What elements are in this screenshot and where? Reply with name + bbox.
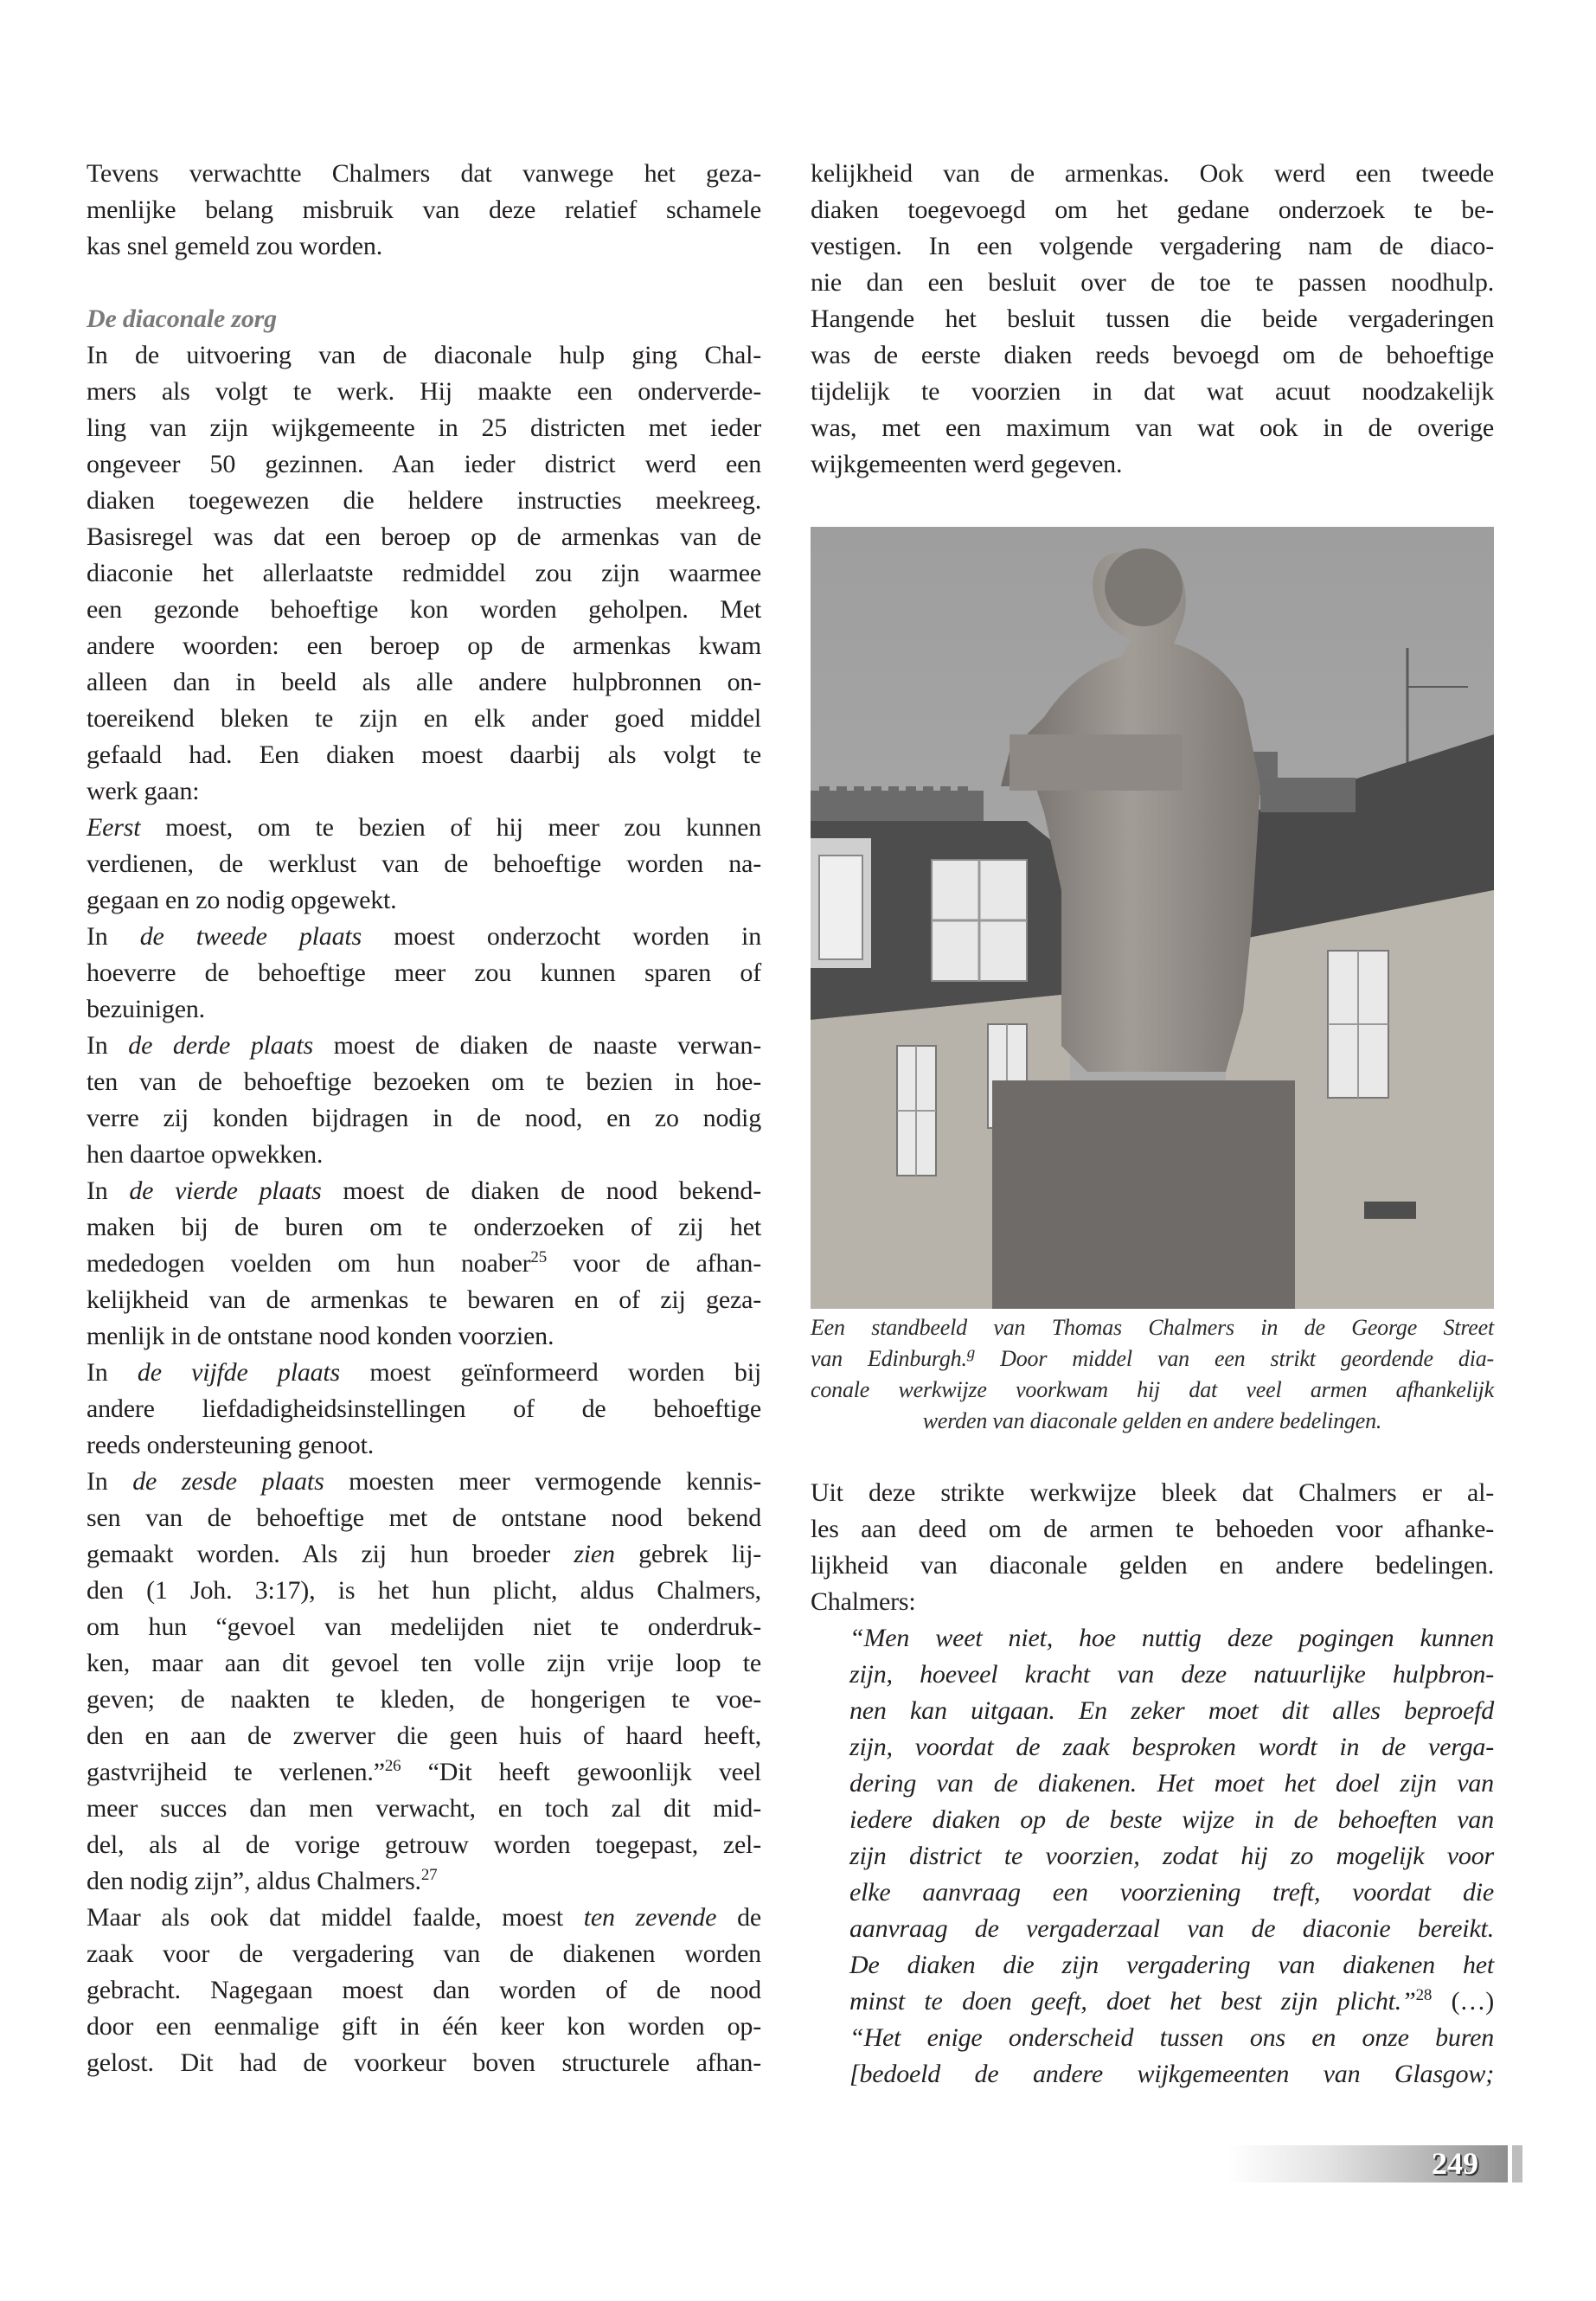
- text-segment: lijkheid van diaconale gelden en andere bedelingen.: [811, 1551, 1494, 1580]
- body-text-right: [811, 1475, 1494, 1620]
- text-segment: den en aan de zwerver die geen huis of haard heeft,: [87, 1721, 761, 1750]
- text-segment: moest geïnformeerd worden bij: [340, 1358, 761, 1387]
- text-line: [811, 446, 1494, 483]
- text-line: [87, 628, 761, 664]
- text-line: [87, 1282, 761, 1318]
- text-segment: gebracht. Nagegaan moest dan worden of de nood: [87, 1976, 761, 2004]
- text-segment: den nodig zijn”, aldus Chalmers.: [87, 1867, 421, 1895]
- text-segment: gelost. Dit had de voorkeur boven structurele afhan-: [87, 2048, 761, 2077]
- text-line: [87, 1972, 761, 2009]
- text-line: [87, 1500, 761, 1536]
- text-segment: andere liefdadigheidsinstellingen of de behoeftige: [87, 1394, 761, 1423]
- text-segment: verdienen, de werklust van de behoeftige worden na-: [87, 849, 761, 878]
- emphasis-text: de zesde plaats: [132, 1467, 324, 1496]
- text-segment: ling van zijn wijkgemeente in 25 districten met ieder: [87, 413, 761, 442]
- text-line: [811, 1911, 1494, 1947]
- text-line: [87, 846, 761, 882]
- text-segment: Chalmers:: [811, 1587, 916, 1616]
- text-line: [87, 1427, 761, 1464]
- text-line: menlijke belang misbruik van deze relatief schamele: [87, 195, 761, 224]
- text-segment: meer succes dan men verwacht, en toch zal dit mid-: [87, 1794, 761, 1823]
- text-line: [87, 2009, 761, 2045]
- text-segment: ten van de behoeftige bezoeken om te bezien in hoe-: [87, 1067, 761, 1096]
- text-segment: diaconie het allerlaatste redmiddel zou zijn waarmee: [87, 559, 761, 587]
- text-segment: een gezonde behoeftige kon worden geholpen. Met: [87, 595, 761, 624]
- statue-illustration: [811, 527, 1494, 1309]
- text-line: [87, 919, 761, 955]
- text-segment: wijkgemeenten werd gegeven.: [811, 450, 1123, 478]
- text-line: [811, 1657, 1494, 1693]
- statue-photo: [811, 527, 1494, 1309]
- text-segment: De diaken die zijn vergadering van diakenen het: [849, 1951, 1494, 1979]
- text-line: [811, 156, 1494, 192]
- text-segment: tijdelijk te voorzien in dat wat acuut noodzakelijk: [811, 377, 1494, 406]
- text-line: [87, 737, 761, 773]
- text-line: [87, 1173, 761, 1209]
- text-segment: toereikend bleken te zijn en elk ander goed middel: [87, 704, 761, 733]
- text-line: [811, 1375, 1494, 1406]
- text-segment: In: [87, 1176, 130, 1205]
- text-line: [811, 1620, 1494, 1657]
- text-segment: [bedoeld de andere wijkgemeenten van Glasgow;: [849, 2060, 1494, 2088]
- text-line: [87, 592, 761, 628]
- text-segment: del, als al de vorige getrouw worden toegepast, zel-: [87, 1830, 761, 1859]
- footnote-ref: 25: [530, 1248, 548, 1266]
- emphasis-text: de derde plaats: [128, 1031, 313, 1060]
- text-line: [87, 555, 761, 592]
- text-line: [811, 374, 1494, 410]
- text-segment: maken bij de buren om te onderzoeken of zij het: [87, 1213, 761, 1241]
- text-line: [87, 1137, 761, 1173]
- text-segment: iedere diaken op de beste wijze in de behoeften van: [849, 1805, 1494, 1834]
- text-segment: andere woorden: een beroep op de armenkas kwam: [87, 631, 761, 660]
- text-line: [811, 1312, 1494, 1343]
- text-line: [811, 301, 1494, 337]
- text-segment: moest onderzocht worden in: [362, 922, 761, 951]
- text-line: [811, 2056, 1494, 2093]
- text-line: [87, 1100, 761, 1137]
- text-line: [87, 1391, 761, 1427]
- text-line: [87, 1246, 761, 1282]
- text-segment: diaken toegewezen die heldere instructies meekreeg.: [87, 486, 761, 515]
- text-line: [811, 1766, 1494, 1802]
- text-line: [87, 519, 761, 555]
- text-segment: Uit deze strikte werkwijze bleek dat Chalmers er al-: [811, 1478, 1494, 1507]
- text-line: [87, 1209, 761, 1246]
- text-line: [87, 1536, 761, 1573]
- text-segment: dering van de diakenen. Het moet het doel zijn van: [849, 1769, 1494, 1798]
- text-segment: In: [87, 1467, 133, 1496]
- text-segment: gebrek lij-: [614, 1540, 761, 1568]
- continued-paragraph: [811, 156, 1494, 483]
- section-heading: De diaconale zorg: [87, 304, 277, 333]
- text-segment: nen kan uitgaan. En zeker moet dit alles beproefd: [849, 1696, 1494, 1725]
- text-line: [811, 1693, 1494, 1729]
- text-segment: voor de afhan-: [547, 1249, 761, 1278]
- text-segment: minst te doen geeft, doet het best zijn plicht.”: [849, 1987, 1416, 2016]
- text-segment: kelijkheid van de armenkas te bewaren en of zij geza-: [87, 1285, 761, 1314]
- text-line: [87, 1645, 761, 1682]
- text-line: [87, 1682, 761, 1718]
- text-line: [811, 228, 1494, 265]
- text-segment: nie dan een besluit over de toe te passen noodhulp.: [811, 268, 1494, 297]
- text-line: Tevens verwachtte Chalmers dat vanwege het geza-: [87, 159, 761, 188]
- footnote-ref: 28: [1415, 1986, 1433, 2004]
- text-line: [811, 337, 1494, 374]
- right-column: [811, 156, 1494, 483]
- text-segment: zijn district te voorzien, zodat hij zo mogelijk voor: [849, 1842, 1494, 1870]
- text-line: [87, 446, 761, 483]
- text-segment: moesten meer vermogende kennis-: [324, 1467, 761, 1496]
- text-line: [87, 882, 761, 919]
- text-segment: elke aanvraag een voorziening treft, voordat die: [849, 1878, 1494, 1907]
- text-segment: van Edinburgh.: [811, 1346, 967, 1371]
- text-segment: gemaakt worden. Als zij hun broeder: [87, 1540, 574, 1568]
- text-segment: In: [87, 1031, 129, 1060]
- text-segment: gegaan en zo nodig opgewekt.: [87, 886, 397, 914]
- page-number-bar: [1228, 2145, 1508, 2182]
- text-segment: Door middel van een strikt geordende dia-: [975, 1346, 1495, 1371]
- block-quote: [811, 1620, 1494, 2093]
- text-segment: bezuinigen.: [87, 995, 205, 1023]
- text-line: [87, 2045, 761, 2081]
- text-line: [87, 1936, 761, 1972]
- text-line: [811, 1802, 1494, 1838]
- text-segment: kelijkheid van de armenkas. Ook werd een tweede: [811, 159, 1494, 188]
- text-segment: werk gaan:: [87, 777, 200, 805]
- text-segment: aanvraag de vergaderzaal van de diaconie bereikt.: [849, 1914, 1494, 1943]
- page-number: 249: [1432, 2146, 1478, 2181]
- text-segment: conale werkwijze voorkwam hij dat veel armen afhankelijk: [811, 1377, 1494, 1402]
- emphasis-text: ten zevende: [583, 1903, 717, 1932]
- text-line: kas snel gemeld zou worden.: [87, 232, 383, 260]
- text-line: [87, 1900, 761, 1936]
- emphasis-text: de vierde plaats: [129, 1176, 322, 1205]
- text-segment: Maar als ook dat middel faalde, moest: [87, 1903, 584, 1932]
- text-line: [811, 2020, 1494, 2056]
- text-segment: ken, maar aan dit gevoel ten volle zijn vrije loop te: [87, 1649, 761, 1677]
- text-line: [811, 1406, 1494, 1437]
- text-line: [811, 1729, 1494, 1766]
- text-line: [87, 1318, 761, 1355]
- emphasis-text: de tweede plaats: [139, 922, 362, 951]
- text-line: [87, 1028, 761, 1064]
- text-line: [87, 664, 761, 701]
- text-line: [811, 1511, 1494, 1548]
- text-line: [87, 483, 761, 519]
- text-segment: Hangende het besluit tussen die beide vergaderingen: [811, 304, 1494, 333]
- text-segment: sen van de behoeftige met de ontstane nood bekend: [87, 1503, 761, 1532]
- text-segment: moest de diaken de nood bekend-: [321, 1176, 761, 1205]
- text-segment: In: [87, 1358, 138, 1387]
- text-line: [87, 1791, 761, 1827]
- text-line: [87, 337, 761, 374]
- text-line: [811, 192, 1494, 228]
- text-segment: verre zij konden bijdragen in de nood, en zo nodig: [87, 1104, 761, 1132]
- text-segment: “Dit heeft gewoonlijk veel: [401, 1758, 761, 1786]
- text-line: [87, 1754, 761, 1791]
- text-segment: was, met een maximum van wat ook in de overige: [811, 413, 1494, 442]
- text-line: [87, 955, 761, 991]
- text-segment: reeds ondersteuning genoot.: [87, 1431, 375, 1459]
- section-gap: [87, 265, 761, 301]
- text-line: [87, 991, 761, 1028]
- text-line: [87, 773, 761, 810]
- text-line: [811, 1875, 1494, 1911]
- right-column-lower: [811, 1475, 1494, 2093]
- text-segment: “Het enige onderscheid tussen ons en onze buren: [849, 2023, 1494, 2052]
- photo-caption: [811, 1312, 1494, 1437]
- emphasis-text: de vijfde plaats: [137, 1358, 341, 1387]
- text-line: [811, 410, 1494, 446]
- text-segment: hen daartoe opwekken.: [87, 1140, 324, 1169]
- text-segment: In: [87, 922, 140, 951]
- text-segment: zaak voor de vergadering van de diakenen worden: [87, 1939, 761, 1968]
- text-line: [811, 1584, 1494, 1620]
- text-line: [811, 265, 1494, 301]
- text-line: [87, 701, 761, 737]
- text-line: [87, 1573, 761, 1609]
- text-line: [87, 1464, 761, 1500]
- text-line: [87, 1718, 761, 1754]
- text-line: [87, 1827, 761, 1863]
- text-line: [87, 374, 761, 410]
- text-segment: Basisregel was dat een beroep op de armenkas van de: [87, 522, 761, 551]
- text-line: [811, 1475, 1494, 1511]
- text-segment: geven; de naakten te kleden, de hongerigen te voe-: [87, 1685, 761, 1714]
- text-line: [87, 1064, 761, 1100]
- text-segment: ongeveer 50 gezinnen. Aan ieder district werd een: [87, 450, 761, 478]
- text-line: [87, 1863, 761, 1900]
- text-line: [811, 1343, 1494, 1375]
- text-line: [811, 1984, 1494, 2020]
- text-segment: moest de diaken de naaste verwan-: [312, 1031, 762, 1060]
- text-segment: diaken toegevoegd om het gedane onderzoek te be-: [811, 195, 1494, 224]
- text-segment: les aan deed om de armen te behoeden voor afhanke-: [811, 1515, 1494, 1543]
- caption-text: [811, 1312, 1494, 1437]
- emphasis-text: zien: [574, 1540, 615, 1568]
- text-segment: gefaald had. Een diaken moest daarbij als volgt te: [87, 740, 761, 769]
- footnote-ref: g: [966, 1343, 976, 1362]
- text-segment: vestigen. In een volgende vergadering nam de diaco-: [811, 232, 1494, 260]
- text-line: [811, 1838, 1494, 1875]
- text-line: [811, 1947, 1494, 1984]
- text-segment: was de eerste diaken reeds bevoegd om de behoeftige: [811, 341, 1494, 369]
- text-line: [87, 1355, 761, 1391]
- text-segment: door een eenmalige gift in één keer kon worden op-: [87, 2012, 761, 2041]
- page-edge-tab: [1512, 2145, 1522, 2182]
- text-segment: om hun “gevoel van medelijden niet te onderdruk-: [87, 1612, 761, 1641]
- text-segment: hoeverre de behoeftige meer zou kunnen sparen of: [87, 958, 761, 987]
- footnote-ref: 27: [420, 1866, 438, 1884]
- emphasis-text: Eerst: [87, 813, 141, 842]
- text-segment: werden van diaconale gelden en andere bedelingen.: [922, 1408, 1382, 1433]
- text-line: [811, 1548, 1494, 1584]
- text-segment: alleen dan in beeld als alle andere hulpbronnen on-: [87, 668, 761, 696]
- text-segment: gastvrijheid te verlenen.”: [87, 1758, 385, 1786]
- text-segment: Een standbeeld van Thomas Chalmers in de George Street: [811, 1315, 1494, 1340]
- text-line: [87, 1609, 761, 1645]
- text-segment: zijn, voordat de zaak besproken wordt in de verga-: [849, 1733, 1494, 1761]
- text-line: [87, 810, 761, 846]
- text-segment: “Men weet niet, hoe nuttig deze pogingen kunnen: [849, 1624, 1494, 1652]
- text-segment: den (1 Joh. 3:17), is het hun plicht, aldus Chalmers,: [87, 1576, 761, 1605]
- intro-paragraph: [87, 156, 761, 265]
- text-segment: mededogen voelden om hun noaber: [87, 1249, 531, 1278]
- text-segment: mers als volgt te werk. Hij maakte een onderverde-: [87, 377, 761, 406]
- text-segment: zijn, hoeveel kracht van deze natuurlijke hulpbron-: [849, 1660, 1494, 1689]
- text-segment: moest, om te bezien of hij meer zou kunnen: [140, 813, 761, 842]
- text-line: [87, 410, 761, 446]
- footnote-ref: 26: [384, 1757, 401, 1775]
- text-segment: de: [716, 1903, 761, 1932]
- body-text: [87, 337, 761, 2081]
- text-segment: In de uitvoering van de diaconale hulp ging Chal-: [87, 341, 761, 369]
- text-segment: menlijk in de ontstane nood konden voorzien.: [87, 1322, 554, 1350]
- text-segment: (…): [1432, 1987, 1494, 2016]
- left-column: [87, 156, 761, 2081]
